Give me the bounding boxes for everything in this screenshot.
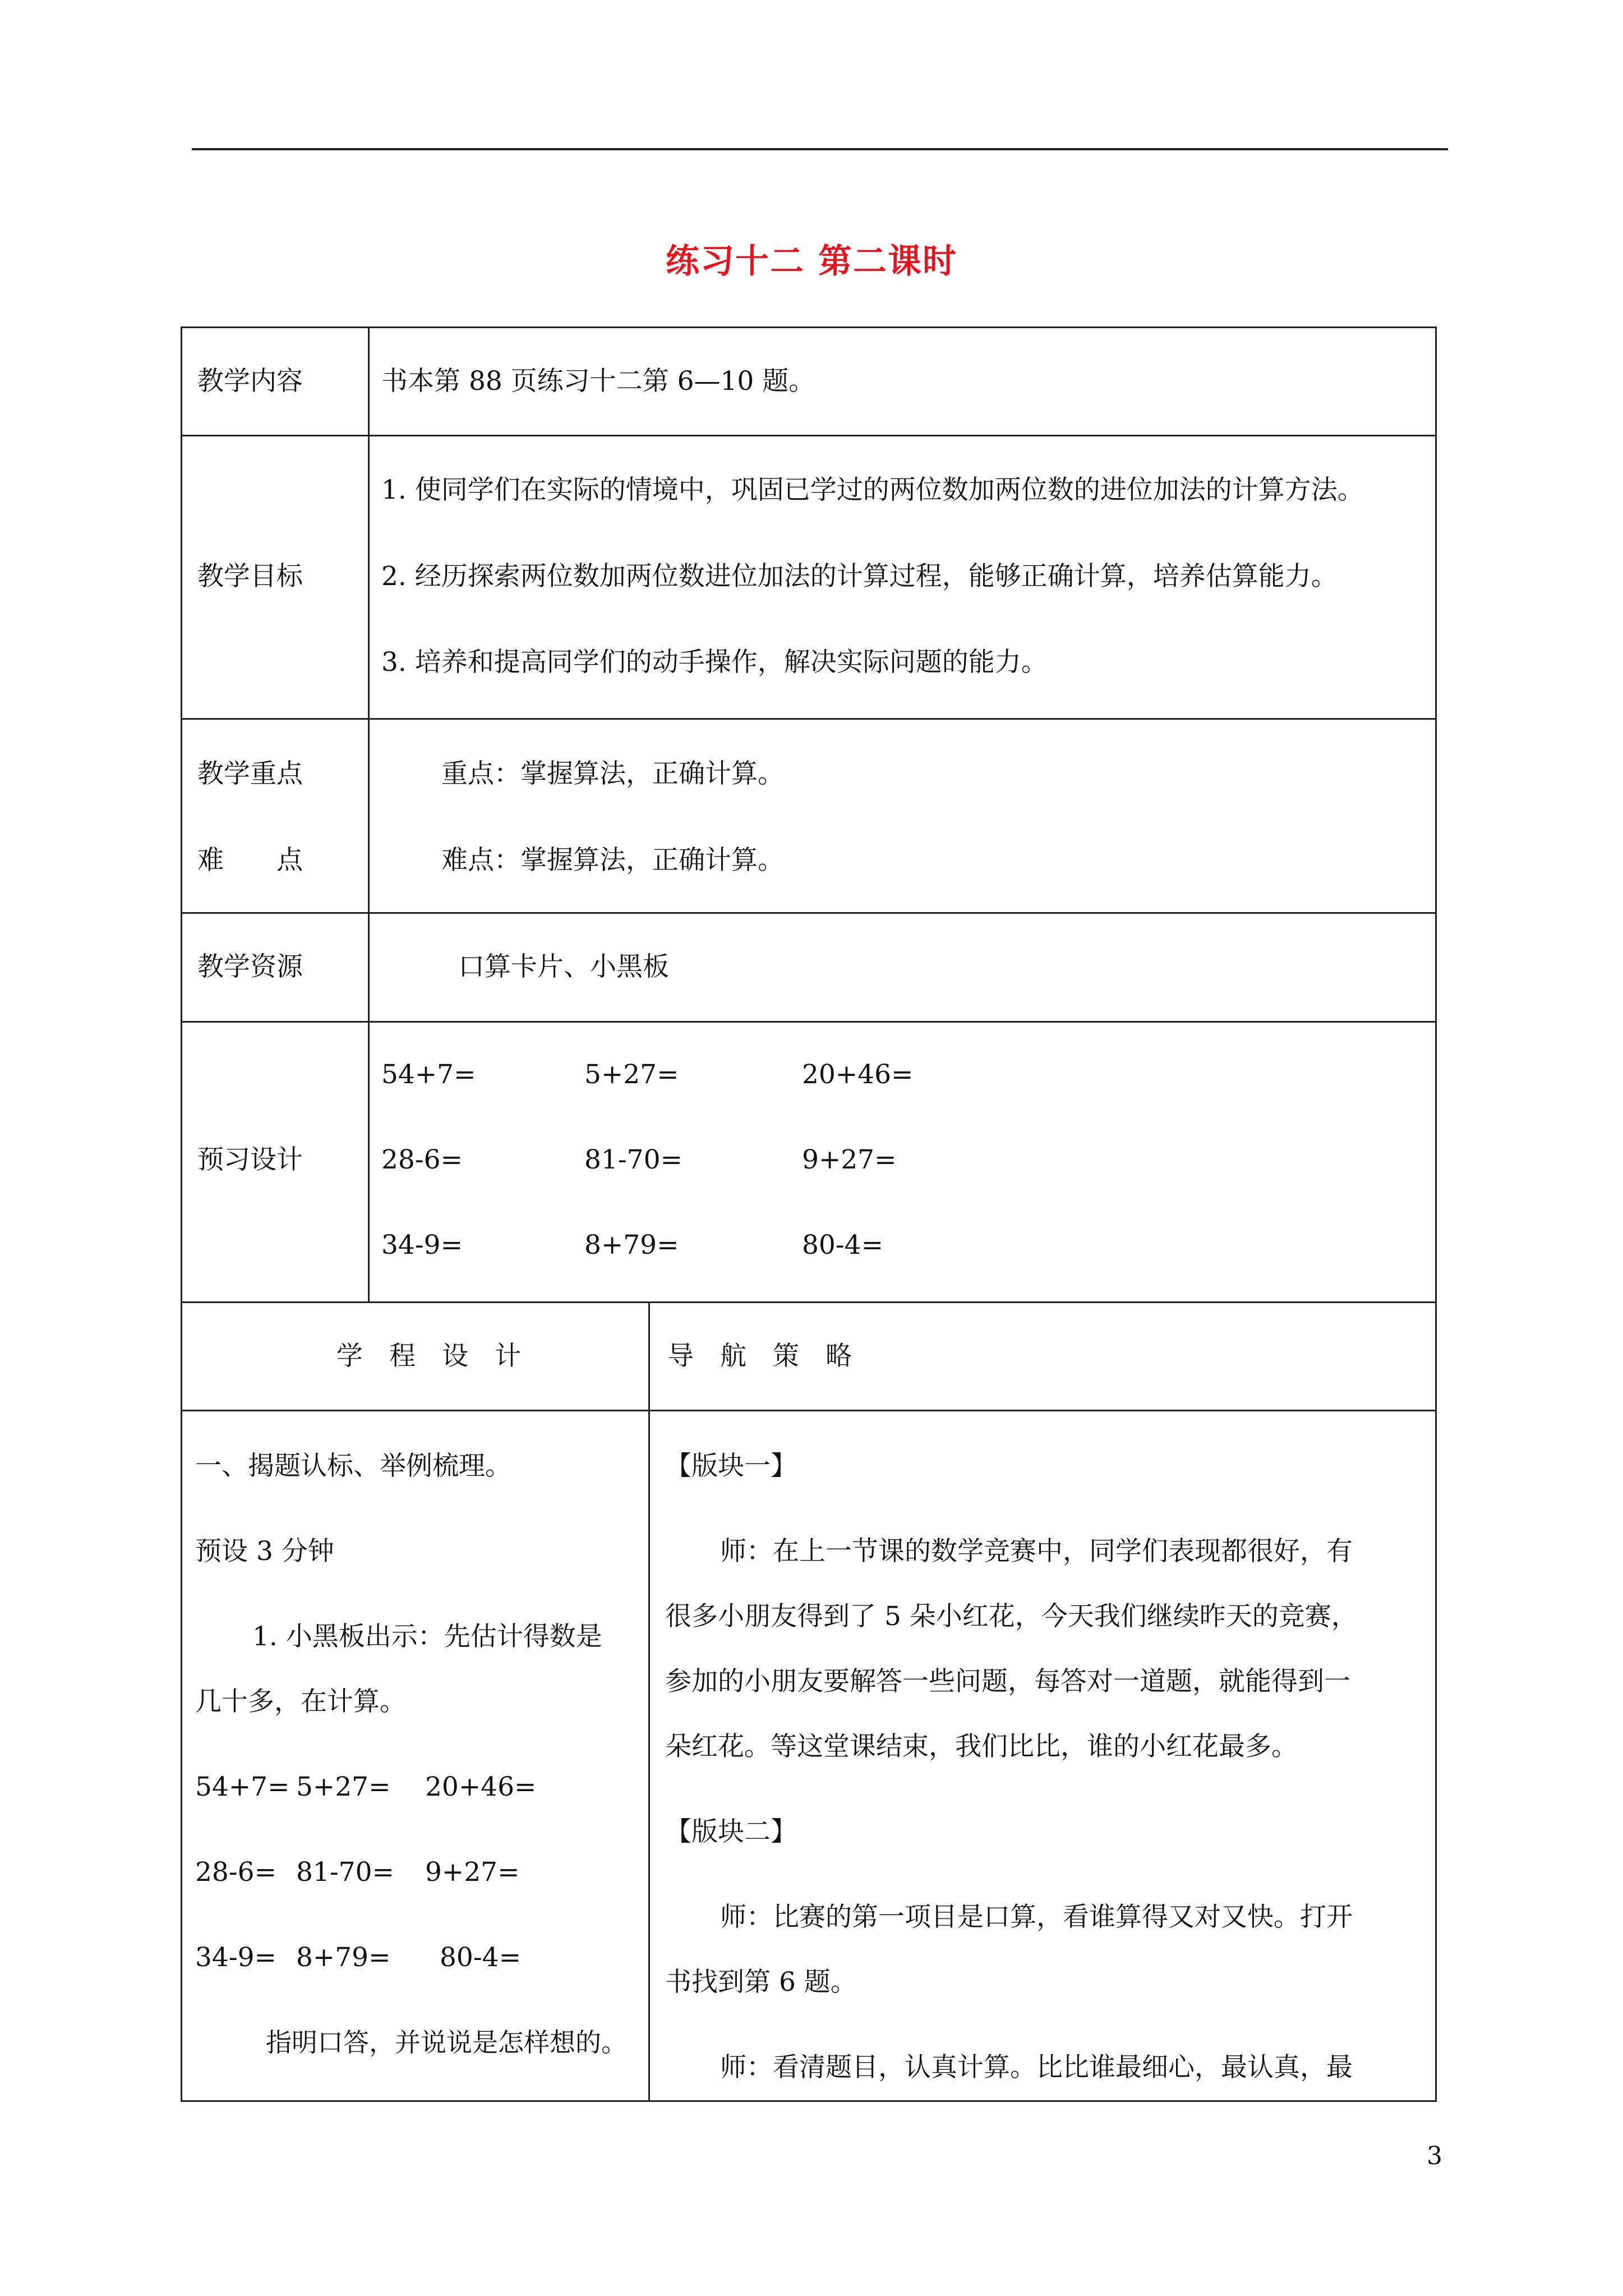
difficulty-text: 难点：掌握算法，正确计算。 — [441, 845, 784, 876]
preview-expr: 54+7= — [381, 1059, 476, 1090]
label-preview: 预习设计 — [197, 1144, 303, 1175]
para1-line: 师：在上一节课的数学竞赛中，同学们表现都很好，有 — [720, 1536, 1353, 1567]
para1-line: 朵红花。等这堂课结束，我们比比，谁的小红花最多。 — [665, 1731, 1298, 1762]
para2-line: 师：比赛的第一项目是口算，看谁算得又对又快。打开 — [720, 1902, 1353, 1932]
goal-item: 3. 培养和提高同学们的动手操作，解决实际问题的能力。 — [381, 647, 1048, 678]
preview-expr: 5+27= — [584, 1059, 679, 1090]
para1-line: 很多小朋友得到了 5 朵小红花，今天我们继续昨天的竞赛， — [665, 1601, 1358, 1632]
para3-line: 师：看清题目，认真计算。比比谁最细心，最认真，最 — [720, 2052, 1353, 2083]
title-part2: 第二课时 — [818, 242, 957, 281]
calc-expr: 28-6= — [195, 1857, 276, 1888]
preview-expr: 28-6= — [381, 1144, 463, 1175]
goal-item: 1. 使同学们在实际的情境中，巩固已学过的两位数加两位数的进位加法的计算方法。 — [381, 475, 1364, 505]
label-key-point: 教学重点 — [197, 758, 303, 789]
content-text: 书本第 88 页练习十二第 6—10 题。 — [381, 366, 815, 397]
para1-line: 参加的小朋友要解答一些问题，每答对一道题，就能得到一 — [665, 1666, 1350, 1697]
table-left-border — [181, 326, 182, 2102]
calc-expr: 20+46= — [425, 1772, 537, 1802]
page-number: 3 — [1427, 2142, 1442, 2170]
calc-expr: 5+27= — [296, 1772, 391, 1802]
preview-expr: 20+46= — [802, 1059, 914, 1090]
calc-expr: 81-70= — [296, 1857, 394, 1888]
label-content: 教学内容 — [197, 366, 303, 397]
block1-heading: 【版块一】 — [665, 1451, 797, 1481]
preview-expr: 34-9= — [381, 1230, 463, 1260]
left-column-header: 学 程 设 计 — [336, 1341, 521, 1372]
calc-expr: 80-4= — [440, 1942, 521, 1973]
calc-expr: 9+27= — [425, 1857, 520, 1888]
label-resources: 教学资源 — [197, 951, 303, 982]
lesson-plan-table — [181, 326, 1437, 2102]
calc-expr: 34-9= — [195, 1942, 276, 1973]
item1-line2: 几十多，在计算。 — [195, 1686, 406, 1717]
page-title — [0, 234, 1623, 283]
preview-expr: 9+27= — [802, 1144, 897, 1175]
row-divider — [181, 1410, 1437, 1411]
preview-expr: 8+79= — [584, 1230, 679, 1260]
section-heading: 一、揭题认标、举例梳理。 — [195, 1451, 511, 1481]
label-difficulty: 难 点 — [197, 845, 303, 876]
resources-text: 口算卡片、小黑板 — [458, 951, 669, 982]
block2-heading: 【版块二】 — [665, 1816, 797, 1847]
calc-expr: 54+7= — [195, 1772, 290, 1802]
header-rule — [192, 148, 1448, 150]
preview-expr: 81-70= — [584, 1144, 683, 1175]
label-column-divider — [368, 326, 370, 1301]
key-point-text: 重点：掌握算法，正确计算。 — [441, 758, 784, 789]
label-goals: 教学目标 — [197, 561, 303, 592]
para2-line: 书找到第 6 题。 — [665, 1967, 857, 1998]
row-divider — [181, 1301, 1437, 1303]
goal-item: 2. 经历探索两位数加两位数进位加法的计算过程，能够正确计算，培养估算能力。 — [381, 561, 1338, 592]
two-column-divider — [648, 1301, 650, 2102]
title-part1: 练习十二 — [666, 242, 805, 281]
calc-expr: 8+79= — [296, 1942, 391, 1973]
table-right-border — [1435, 326, 1437, 2102]
item1-line1: 1. 小黑板出示：先估计得数是 — [252, 1621, 602, 1652]
preview-expr: 80-4= — [802, 1230, 883, 1260]
instruction-text: 指明口答，并说说是怎样想的。 — [266, 2027, 627, 2058]
time-note: 预设 3 分钟 — [195, 1536, 334, 1567]
table-bottom-border — [181, 2100, 1437, 2102]
right-column-header: 导 航 策 略 — [667, 1341, 852, 1372]
